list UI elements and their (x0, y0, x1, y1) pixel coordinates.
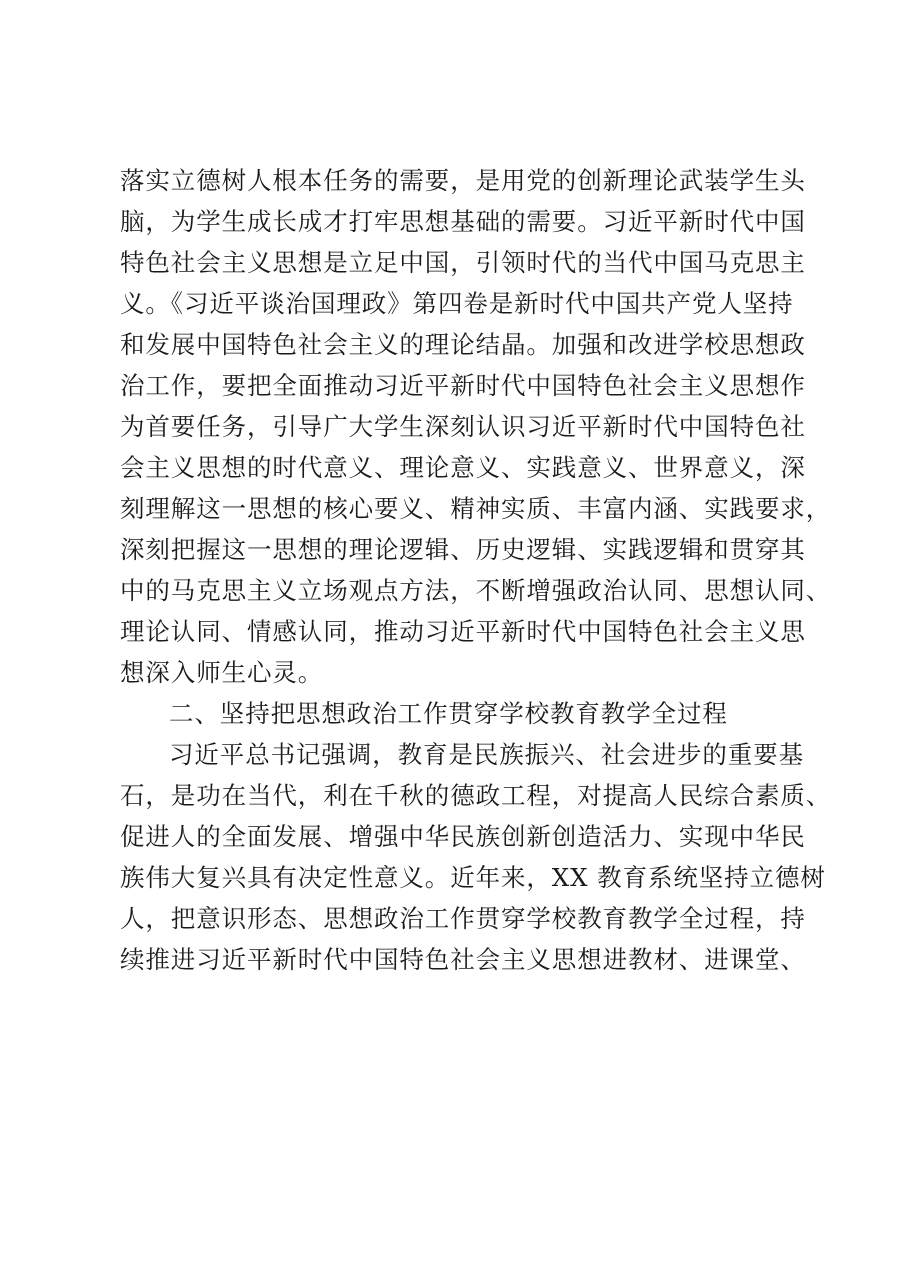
paragraph-line: 特色社会主义思想是立足中国，引领时代的当代中国马克思主 (120, 248, 806, 277)
paragraph-line: 理论认同、情感认同，推动习近平新时代中国特色社会主义思 (120, 617, 806, 646)
paragraph-line: 习近平总书记强调，教育是民族振兴、社会进步的重要基 (169, 740, 804, 769)
paragraph-line: 石，是功在当代，利在千秋的德政工程，对提高人民综合素质、 (120, 781, 832, 810)
paragraph-line: 续推进习近平新时代中国特色社会主义思想进教材、进课堂、 (120, 945, 806, 974)
paragraph-line: 和发展中国特色社会主义的理论结晶。加强和改进学校思想政 (120, 330, 806, 359)
paragraph-line: 刻理解这一思想的核心要义、精神实质、丰富内涵、实践要求， (120, 494, 832, 523)
paragraph-line: 落实立德树人根本任务的需要，是用党的创新理论武装学生头 (120, 166, 806, 195)
paragraph-line: 族伟大复兴具有决定性意义。近年来，XX 教育系统坚持立德树 (120, 863, 826, 892)
paragraph-line: 中的马克思主义立场观点方法，不断增强政治认同、思想认同、 (120, 576, 832, 605)
section-heading: 二、坚持把思想政治工作贯穿学校教育教学全过程 (169, 699, 728, 728)
paragraph-line: 会主义思想的时代意义、理论意义、实践意义、世界意义，深 (120, 453, 806, 482)
paragraph-line: 深刻把握这一思想的理论逻辑、历史逻辑、实践逻辑和贯穿其 (120, 535, 806, 564)
document-body (120, 160, 832, 980)
paragraph-line: 治工作，要把全面推动习近平新时代中国特色社会主义思想作 (120, 371, 806, 400)
paragraph-line: 义。《习近平谈治国理政》第四卷是新时代中国共产党人坚持 (120, 289, 794, 318)
paragraph-line: 脑，为学生成长成才打牢思想基础的需要。习近平新时代中国 (120, 207, 806, 236)
paragraph-line: 促进人的全面发展、增强中华民族创新创造活力、实现中华民 (120, 822, 806, 851)
paragraph-line: 为首要任务，引导广大学生深刻认识习近平新时代中国特色社 (120, 412, 806, 441)
paragraph-line: 想深入师生心灵。 (120, 658, 324, 687)
paragraph-line: 人，把意识形态、思想政治工作贯穿学校教育教学全过程，持 (120, 904, 806, 933)
